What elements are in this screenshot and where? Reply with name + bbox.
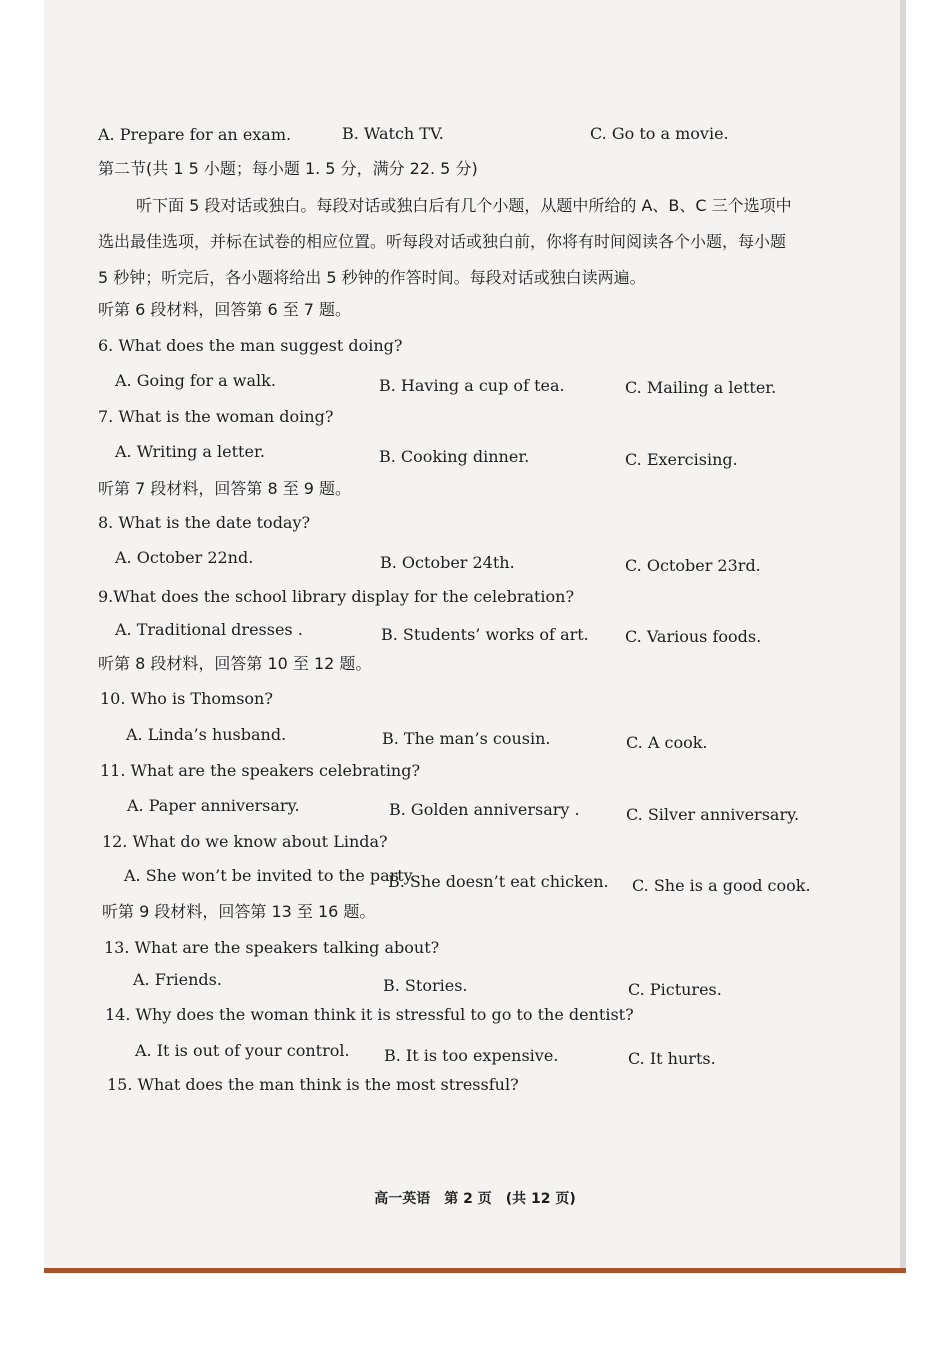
q14-option-b: B. It is too expensive. <box>384 1046 559 1065</box>
q6-option-b: B. Having a cup of tea. <box>379 376 565 395</box>
q13-option-c: C. Pictures. <box>628 980 722 999</box>
q8-option-a: A. October 22nd. <box>115 548 254 567</box>
q11-option-b: B. Golden anniversary . <box>389 800 580 819</box>
q12-option-c: C. She is a good cook. <box>632 876 811 895</box>
q10-option-a: A. Linda’s husband. <box>126 725 287 744</box>
section-title: 第二节(共 1 5 小题；每小题 1. 5 分，满分 22. 5 分) <box>98 159 478 178</box>
q7-option-b: B. Cooking dinner. <box>379 447 530 466</box>
q10-option-b: B. The man’s cousin. <box>382 729 551 748</box>
q10-question: 10. Who is Thomson? <box>100 689 273 708</box>
instruction-line-1: 听下面 5 段对话或独白。每段对话或独白后有几个小题，从题中所给的 A、B、C 三个选项中 <box>136 196 792 215</box>
q9-option-b: B. Students’ works of art. <box>381 625 589 644</box>
q6-question: 6. What does the man suggest doing? <box>98 336 403 355</box>
q11-question: 11. What are the speakers celebrating? <box>100 761 421 780</box>
q8-option-c: C. October 23rd. <box>625 556 761 575</box>
q7-question: 7. What is the woman doing? <box>98 407 334 426</box>
q5-option-c: C. Go to a movie. <box>590 124 729 143</box>
q5-option-a: A. Prepare for an exam. <box>98 125 292 144</box>
q12-option-b: B. She doesn’t eat chicken. <box>388 872 609 891</box>
page-bottom-edge <box>44 1268 906 1273</box>
q5-option-b: B. Watch TV. <box>342 124 444 143</box>
q8-question: 8. What is the date today? <box>98 513 311 532</box>
q13-option-a: A. Friends. <box>133 970 222 989</box>
instruction-line-3: 5 秒钟；听完后，各小题将给出 5 秒钟的作答时间。每段对话或独白读两遍。 <box>98 268 646 287</box>
q9-option-c: C. Various foods. <box>625 627 762 646</box>
q9-option-a: A. Traditional dresses . <box>115 620 303 639</box>
q6-option-c: C. Mailing a letter. <box>625 378 777 397</box>
q14-option-a: A. It is out of your control. <box>135 1041 350 1060</box>
q14-question: 14. Why does the woman think it is stressful to go to the dentist? <box>105 1005 634 1024</box>
q7-option-c: C. Exercising. <box>625 450 738 469</box>
q7-option-a: A. Writing a letter. <box>115 442 265 461</box>
page-footer: 高一英语 第 2 页 (共 12 页) <box>374 1191 576 1207</box>
instruction-line-2: 选出最佳选项，并标在试卷的相应位置。听每段对话或独白前，你将有时间阅读各个小题，每小题 <box>98 232 787 251</box>
q9-question: 9.What does the school library display for the celebration? <box>98 587 575 606</box>
material-9-label: 听第 9 段材料，回答第 13 至 16 题。 <box>102 902 376 921</box>
material-8-label: 听第 8 段材料，回答第 10 至 12 题。 <box>98 654 372 673</box>
q14-option-c: C. It hurts. <box>628 1049 716 1068</box>
q13-question: 13. What are the speakers talking about? <box>104 938 440 957</box>
q11-option-c: C. Silver anniversary. <box>626 805 800 824</box>
q15-question: 15. What does the man think is the most stressful? <box>107 1075 519 1094</box>
q12-question: 12. What do we know about Linda? <box>102 832 388 851</box>
q12-option-a: A. She won’t be invited to the party. <box>124 866 416 885</box>
q11-option-a: A. Paper anniversary. <box>127 796 300 815</box>
material-7-label: 听第 7 段材料，回答第 8 至 9 题。 <box>98 479 352 498</box>
material-6-label: 听第 6 段材料，回答第 6 至 7 题。 <box>98 300 352 319</box>
q6-option-a: A. Going for a walk. <box>115 371 276 390</box>
q10-option-c: C. A cook. <box>626 733 708 752</box>
q8-option-b: B. October 24th. <box>380 553 515 572</box>
q13-option-b: B. Stories. <box>383 976 468 995</box>
